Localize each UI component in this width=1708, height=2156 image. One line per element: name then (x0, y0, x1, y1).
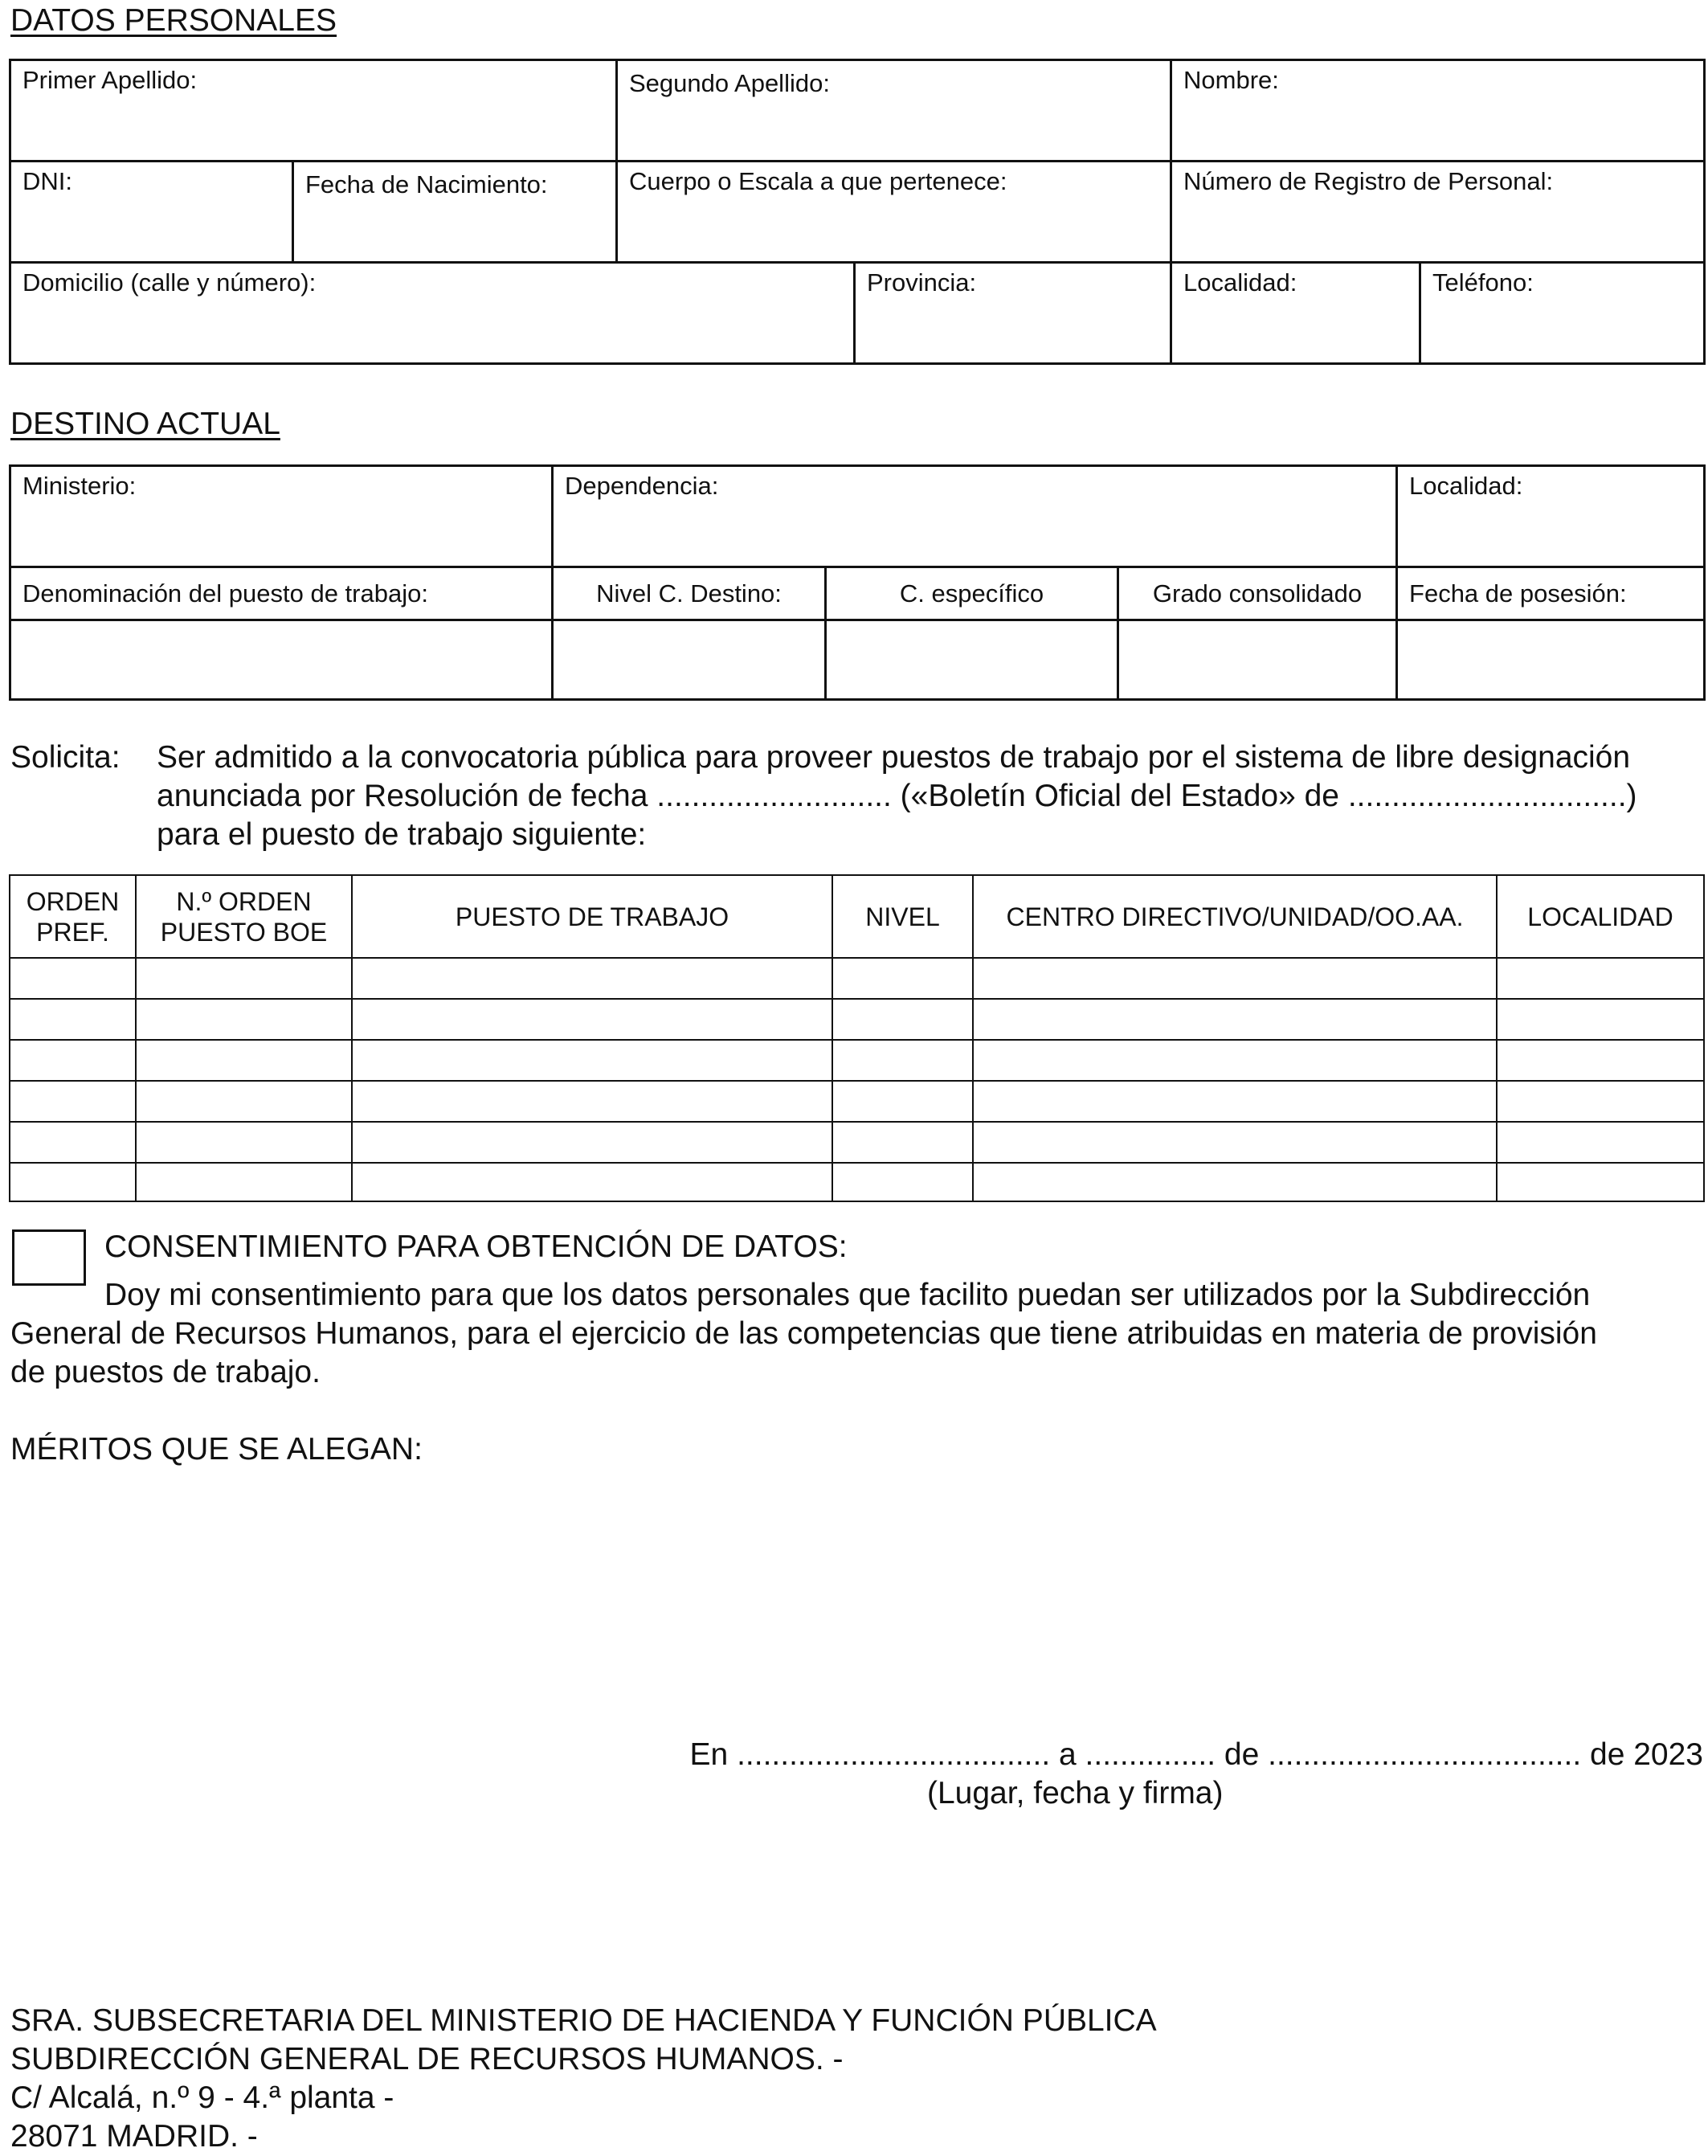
table-cell[interactable] (1497, 958, 1704, 999)
provincia-field[interactable] (855, 263, 1171, 364)
especifico-label: C. específico (899, 579, 1044, 608)
ministerio-label: Ministerio: (22, 472, 137, 500)
segundo-apellido-field[interactable] (617, 60, 1171, 162)
table-cell[interactable] (832, 1163, 973, 1201)
denominacion-input[interactable] (10, 620, 553, 700)
table-cell[interactable] (832, 958, 973, 999)
table-cell[interactable] (973, 999, 1497, 1040)
table-cell[interactable] (1497, 1040, 1704, 1081)
ministerio-field[interactable] (10, 466, 553, 567)
posesion-input[interactable] (1397, 620, 1705, 700)
table-cell[interactable] (352, 1163, 832, 1201)
table-cell[interactable] (10, 1040, 136, 1081)
signature-line: En .................................... a ............... de .................................... de 2023 (689, 1737, 1703, 1772)
col-localidad (1497, 875, 1704, 958)
posesion-label: Fecha de posesión: (1409, 579, 1627, 608)
recipient-address (10, 2002, 1157, 2156)
table-cell[interactable] (136, 999, 352, 1040)
solicita-text (157, 738, 1637, 854)
primer-apellido-field[interactable] (10, 60, 617, 162)
puestos-header-row (10, 875, 1704, 958)
destino-localidad-field[interactable] (1397, 466, 1705, 567)
puestos-body (10, 958, 1704, 1201)
table-cell[interactable] (973, 1163, 1497, 1201)
table-cell[interactable] (136, 958, 352, 999)
col-centro-label: CENTRO DIRECTIVO/UNIDAD/OO.AA. (1006, 902, 1464, 931)
table-cell[interactable] (10, 1081, 136, 1122)
provincia-label: Provincia: (867, 268, 977, 297)
dni-field[interactable] (10, 162, 293, 263)
primer-apellido-label: Primer Apellido: (22, 66, 198, 94)
personal-data-table (9, 59, 1706, 365)
nombre-field[interactable] (1171, 60, 1705, 162)
grado-label: Grado consolidado (1152, 579, 1363, 608)
table-cell[interactable] (352, 1081, 832, 1122)
nivel-header (553, 567, 826, 620)
col-nivel (832, 875, 973, 958)
denominacion-label: Denominación del puesto de trabajo: (22, 579, 428, 608)
table-cell[interactable] (352, 1122, 832, 1163)
table-cell[interactable] (1497, 1081, 1704, 1122)
table-cell[interactable] (973, 958, 1497, 999)
solicita-line-3: para el puesto de trabajo siguiente: (157, 817, 647, 852)
table-cell[interactable] (832, 999, 973, 1040)
table-cell[interactable] (352, 958, 832, 999)
solicita-label: Solicita: (10, 740, 121, 775)
nivel-label: Nivel C. Destino: (596, 579, 782, 608)
table-row (10, 1122, 1704, 1163)
table-cell[interactable] (136, 1040, 352, 1081)
address-line-3: C/ Alcalá, n.º 9 - 4.ª planta - (10, 2080, 394, 2115)
destino-table (9, 464, 1706, 701)
col-orden-boe-label: N.º ORDEN PUESTO BOE (160, 886, 328, 947)
localidad-field[interactable] (1171, 263, 1420, 364)
consent-line-1: Doy mi consentimiento para que los datos personales que facilito puedan ser utilizados por la Subdirección (104, 1278, 1591, 1312)
localidad-label: Localidad: (1183, 268, 1297, 297)
table-cell[interactable] (1497, 1122, 1704, 1163)
col-orden-boe (136, 875, 352, 958)
denominacion-header (10, 567, 553, 620)
registro-personal-field[interactable] (1171, 162, 1705, 263)
fecha-nacimiento-label: Fecha de Nacimiento: (305, 170, 548, 198)
table-cell[interactable] (832, 1122, 973, 1163)
table-cell[interactable] (136, 1163, 352, 1201)
table-cell[interactable] (1497, 1163, 1704, 1201)
table-cell[interactable] (1497, 999, 1704, 1040)
table-cell[interactable] (973, 1122, 1497, 1163)
table-cell[interactable] (10, 1122, 136, 1163)
grado-input[interactable] (1118, 620, 1397, 700)
solicita-line-2: anunciada por Resolución de fecha ........................... («Boletín Oficial del Estado» de ................................) (157, 779, 1637, 813)
address-line-2: SUBDIRECCIÓN GENERAL DE RECURSOS HUMANOS. - (10, 2042, 844, 2076)
especifico-header (826, 567, 1118, 620)
col-puesto (352, 875, 832, 958)
meritos-heading: MÉRITOS QUE SE ALEGAN: (10, 1432, 423, 1467)
table-cell[interactable] (973, 1081, 1497, 1122)
telefono-field[interactable] (1420, 263, 1705, 364)
signature-caption: (Lugar, fecha y firma) (927, 1776, 1224, 1810)
table-cell[interactable] (10, 1163, 136, 1201)
consent-title: CONSENTIMIENTO PARA OBTENCIÓN DE DATOS: (104, 1229, 848, 1264)
col-nivel-label: NIVEL (865, 902, 940, 931)
nivel-input[interactable] (553, 620, 826, 700)
dependencia-field[interactable] (553, 466, 1397, 567)
address-line-4: 28071 MADRID. - (10, 2119, 258, 2154)
table-cell[interactable] (136, 1081, 352, 1122)
table-cell[interactable] (10, 958, 136, 999)
domicilio-label: Domicilio (calle y número): (22, 268, 317, 297)
section-heading-personal: DATOS PERSONALES (10, 3, 337, 38)
table-cell[interactable] (10, 999, 136, 1040)
table-cell[interactable] (136, 1122, 352, 1163)
destino-localidad-label: Localidad: (1409, 472, 1523, 500)
table-row (10, 1081, 1704, 1122)
segundo-apellido-label: Segundo Apellido: (629, 69, 830, 97)
consent-checkbox[interactable] (12, 1229, 86, 1286)
table-row (10, 1163, 1704, 1201)
nombre-label: Nombre: (1183, 66, 1279, 94)
table-row (10, 958, 1704, 999)
cuerpo-label: Cuerpo o Escala a que pertenece: (629, 167, 1007, 195)
address-line-1: SRA. SUBSECRETARIA DEL MINISTERIO DE HACIENDA Y FUNCIÓN PÚBLICA (10, 2003, 1157, 2038)
solicita-line-1: Ser admitido a la convocatoria pública para proveer puestos de trabajo por el sistema de libre designación (157, 740, 1631, 775)
registro-personal-label: Número de Registro de Personal: (1183, 167, 1554, 195)
puestos-table (9, 874, 1705, 1202)
telefono-label: Teléfono: (1432, 268, 1534, 297)
table-cell[interactable] (352, 1040, 832, 1081)
section-heading-destino: DESTINO ACTUAL (10, 407, 280, 441)
consent-line-2: General de Recursos Humanos, para el ejercicio de las competencias que tiene atribuidas en materia de provisión (10, 1316, 1597, 1351)
col-puesto-label: PUESTO DE TRABAJO (455, 902, 729, 931)
table-row (10, 1040, 1704, 1081)
table-cell[interactable] (832, 1040, 973, 1081)
col-localidad-label: LOCALIDAD (1527, 902, 1673, 931)
col-orden-pref-label: ORDEN PREF. (26, 886, 120, 947)
table-cell[interactable] (973, 1040, 1497, 1081)
grado-header (1118, 567, 1397, 620)
dni-label: DNI: (22, 167, 72, 195)
posesion-header (1397, 567, 1705, 620)
table-row (10, 999, 1704, 1040)
col-centro (973, 875, 1497, 958)
table-cell[interactable] (832, 1081, 973, 1122)
especifico-input[interactable] (826, 620, 1118, 700)
fecha-nacimiento-field[interactable] (293, 162, 617, 263)
dependencia-label: Dependencia: (565, 472, 719, 500)
domicilio-field[interactable] (10, 263, 855, 364)
table-cell[interactable] (352, 999, 832, 1040)
col-orden-pref (10, 875, 136, 958)
cuerpo-field[interactable] (617, 162, 1171, 263)
consent-line-3: de puestos de trabajo. (10, 1355, 321, 1389)
